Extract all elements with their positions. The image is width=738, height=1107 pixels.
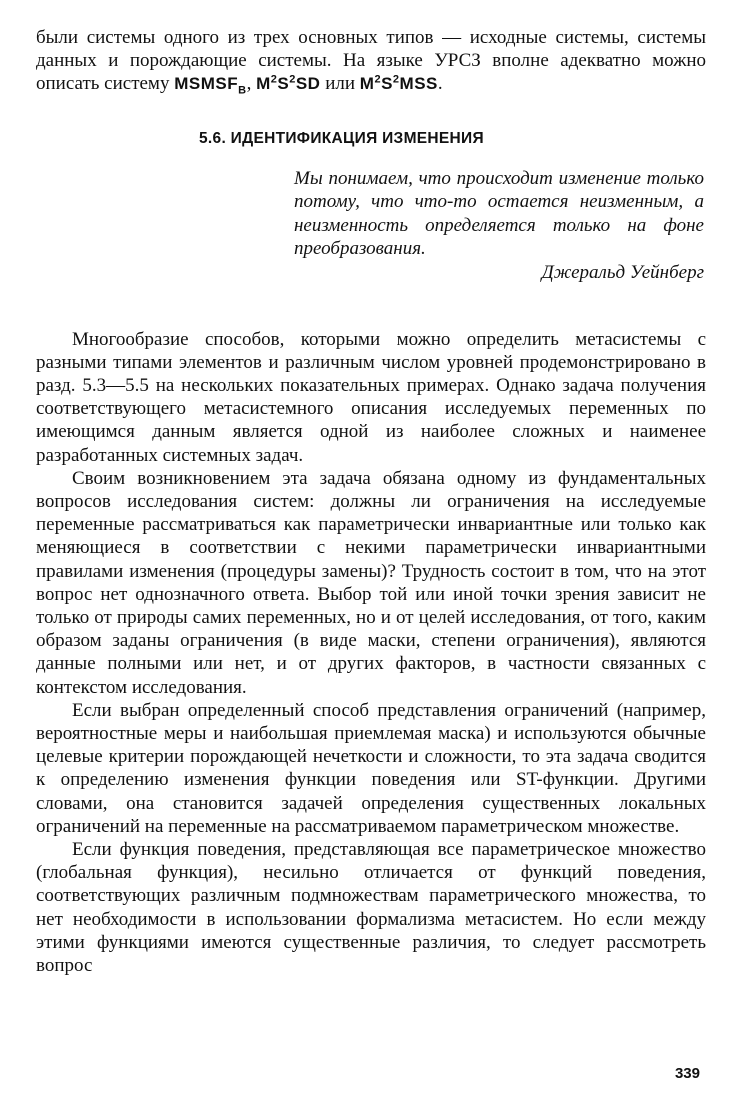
- paragraph: Своим возникновением эта задача обязана одному из фундаментальных вопросов исследования систем: должны ли ограничения на исследуемые переменные рассматриваться как параметрически инвариантные или только как меняющиеся в соответствии с некими параметрически инвариантными правилами изменения (процедуры замены)? Трудность состоит в том, что на этот вопрос нет однозначного ответа. Выбор той или иной точки зрения зависит не только от природы самих переменных, но и от целей исследования, от того, каким образом заданы ограничения (в виде маски, степени ограничения), являются данные полными или нет, и от других факторов, в частности связанных с контекстом исследования.: [36, 467, 706, 698]
- epigraph-quote: Мы понимаем, что происходит изменение только потому, что что-то остается неизменным, а неизменность определяется только на фоне преобразования.: [294, 167, 704, 260]
- paragraph: Если функция поведения, представляющая все параметрическое множество (глобальная функция), несильно отличается от функций поведения, соответствующих различным подмножествам параметрического множества, то нет необходимости в использовании формализма метасистем. Но если между этими функциями имеются существенные различия, то следует рассмотреть вопрос: [36, 839, 706, 977]
- book-page: [36, 26, 706, 977]
- opening-paragraph: были системы одного из трех основных типов — исходные системы, системы данных и порождающие системы. На языке УРСЗ вполне адекватно можно описать систему $MSMSF_B$, $M^2S^2SD$ или $M^2S^2MSS$.: [36, 27, 706, 97]
- formula-msmsf: $MSMSF_B$: [174, 74, 247, 97]
- page-number: 339: [674, 1065, 700, 1082]
- paragraph: Если выбран определенный способ представления ограничений (например, вероятностные меры и наибольшая приемлемая маска) и используются обычные целевые критерии порождающей нечеткости и сложности, то эта задача сводится к определению изменения функции поведения или ST-функции. Другими словами, она становится задачей определения существенных локальных ограничений на переменные на рассматриваемом параметрическом множестве.: [36, 699, 706, 837]
- epigraph: [294, 167, 704, 285]
- epigraph-author: Джеральд Уейнберг: [541, 261, 704, 283]
- section-heading: 5.6. ИДЕНТИФИКАЦИЯ ИЗМЕНЕНИЯ: [199, 129, 484, 147]
- formula-m2s2sd: $M^2S^2SD$: [256, 73, 321, 94]
- formula-m2s2mss: $M^2S^2MSS$: [359, 73, 438, 94]
- opening-text: были системы одного из трех основных типов — исходные системы, системы данных и порождающие системы. На языке УРСЗ вполне адекватно можно описать систему: [36, 27, 706, 95]
- body-text: [36, 328, 706, 978]
- paragraph: Многообразие способов, которыми можно определить метасистемы с разными типами элементов и различным числом уровней продемонстрировано в разд. 5.3—5.5 на нескольких показательных примерах. Однако задача получения соответствующего метасистемного описания исследуемых переменных по имеющимся данным является одной из наиболее сложных и наименее разработанных системных задач.: [36, 328, 706, 466]
